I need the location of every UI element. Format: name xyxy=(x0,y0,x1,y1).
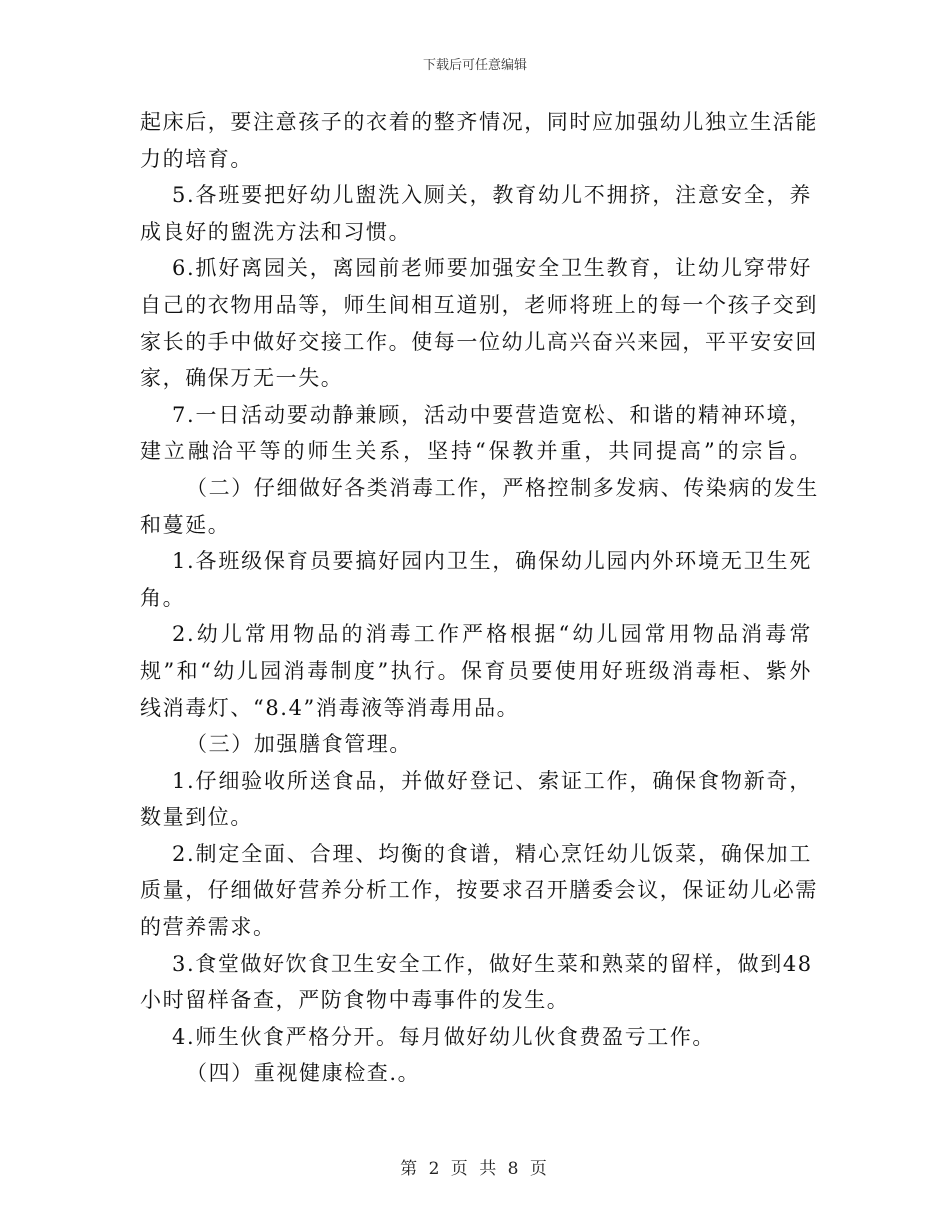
text-line: 自己的衣物用品等，师生间相互道别，老师将班上的每一个孩子交到 xyxy=(140,292,818,317)
text-line: 成良好的盥洗方法和习惯。 xyxy=(140,219,412,244)
page-footer: 第 2 页 共 8 页 xyxy=(400,1159,550,1179)
text-line: 角。 xyxy=(140,585,186,610)
text-line: 7.一日活动要动静兼顾，活动中要营造宽松、和谐的精神环境， xyxy=(172,402,812,427)
text-line: 1.仔细验收所送食品，并做好登记、索证工作，确保食物新奇， xyxy=(172,768,812,793)
document-body xyxy=(140,104,819,1092)
text-line: 线消毒灯、“8.4”消毒液等消毒用品。 xyxy=(140,695,520,720)
text-line: 2.幼儿常用物品的消毒工作严格根据“幼儿园常用物品消毒常 xyxy=(172,622,812,647)
text-line: 数量到位。 xyxy=(140,805,253,830)
text-line: 和蔓延。 xyxy=(140,512,231,537)
text-line: 1.各班级保育员要搞好园内卫生，确保幼儿园内外环境无卫生死 xyxy=(172,549,812,574)
text-line: 建立融洽平等的师生关系，坚持“保教并重，共同提高”的宗旨。 xyxy=(140,439,812,464)
section-heading: （四）重视健康检查.。 xyxy=(186,1061,421,1086)
text-line: 家长的手中做好交接工作。使每一位幼儿高兴奋兴来园，平平安安回 xyxy=(140,329,818,354)
text-line: 小时留样备查，严防食物中毒事件的发生。 xyxy=(140,988,570,1013)
text-line: 4.师生伙食严格分开。每月做好幼儿伙食费盈亏工作。 xyxy=(172,1024,716,1049)
section-heading: （二）仔细做好各类消毒工作，严格控制多发病、传染病的发生 xyxy=(186,475,819,500)
text-line: 力的培育。 xyxy=(140,146,253,171)
text-line: 3.食堂做好饮食卫生安全工作，做好生菜和熟菜的留样，做到48 xyxy=(172,951,813,976)
text-line: 2.制定全面、合理、均衡的食谱，精心烹饪幼儿饭菜，确保加工 xyxy=(172,841,812,866)
page-header: 下载后可任意编辑 xyxy=(422,58,527,73)
text-line: 家，确保万无一失。 xyxy=(140,366,344,391)
text-line: 5.各班要把好幼儿盥洗入厕关，教育幼儿不拥挤，注意安全，养 xyxy=(172,183,812,208)
text-line: 规”和“幼儿园消毒制度”执行。保育员要使用好班级消毒柜、紫外 xyxy=(140,658,812,683)
text-line: 起床后，要注意孩子的衣着的整齐情况，同时应加强幼儿独立生活能 xyxy=(140,110,818,134)
text-line: 6.抓好离园关，离园前老师要加强安全卫生教育，让幼儿穿带好 xyxy=(172,256,812,281)
text-line: 质量，仔细做好营养分析工作，按要求召开膳委会议，保证幼儿必需 xyxy=(140,878,818,903)
section-heading: （三）加强膳食管理。 xyxy=(186,732,412,757)
text-line: 的营养需求。 xyxy=(140,915,276,940)
